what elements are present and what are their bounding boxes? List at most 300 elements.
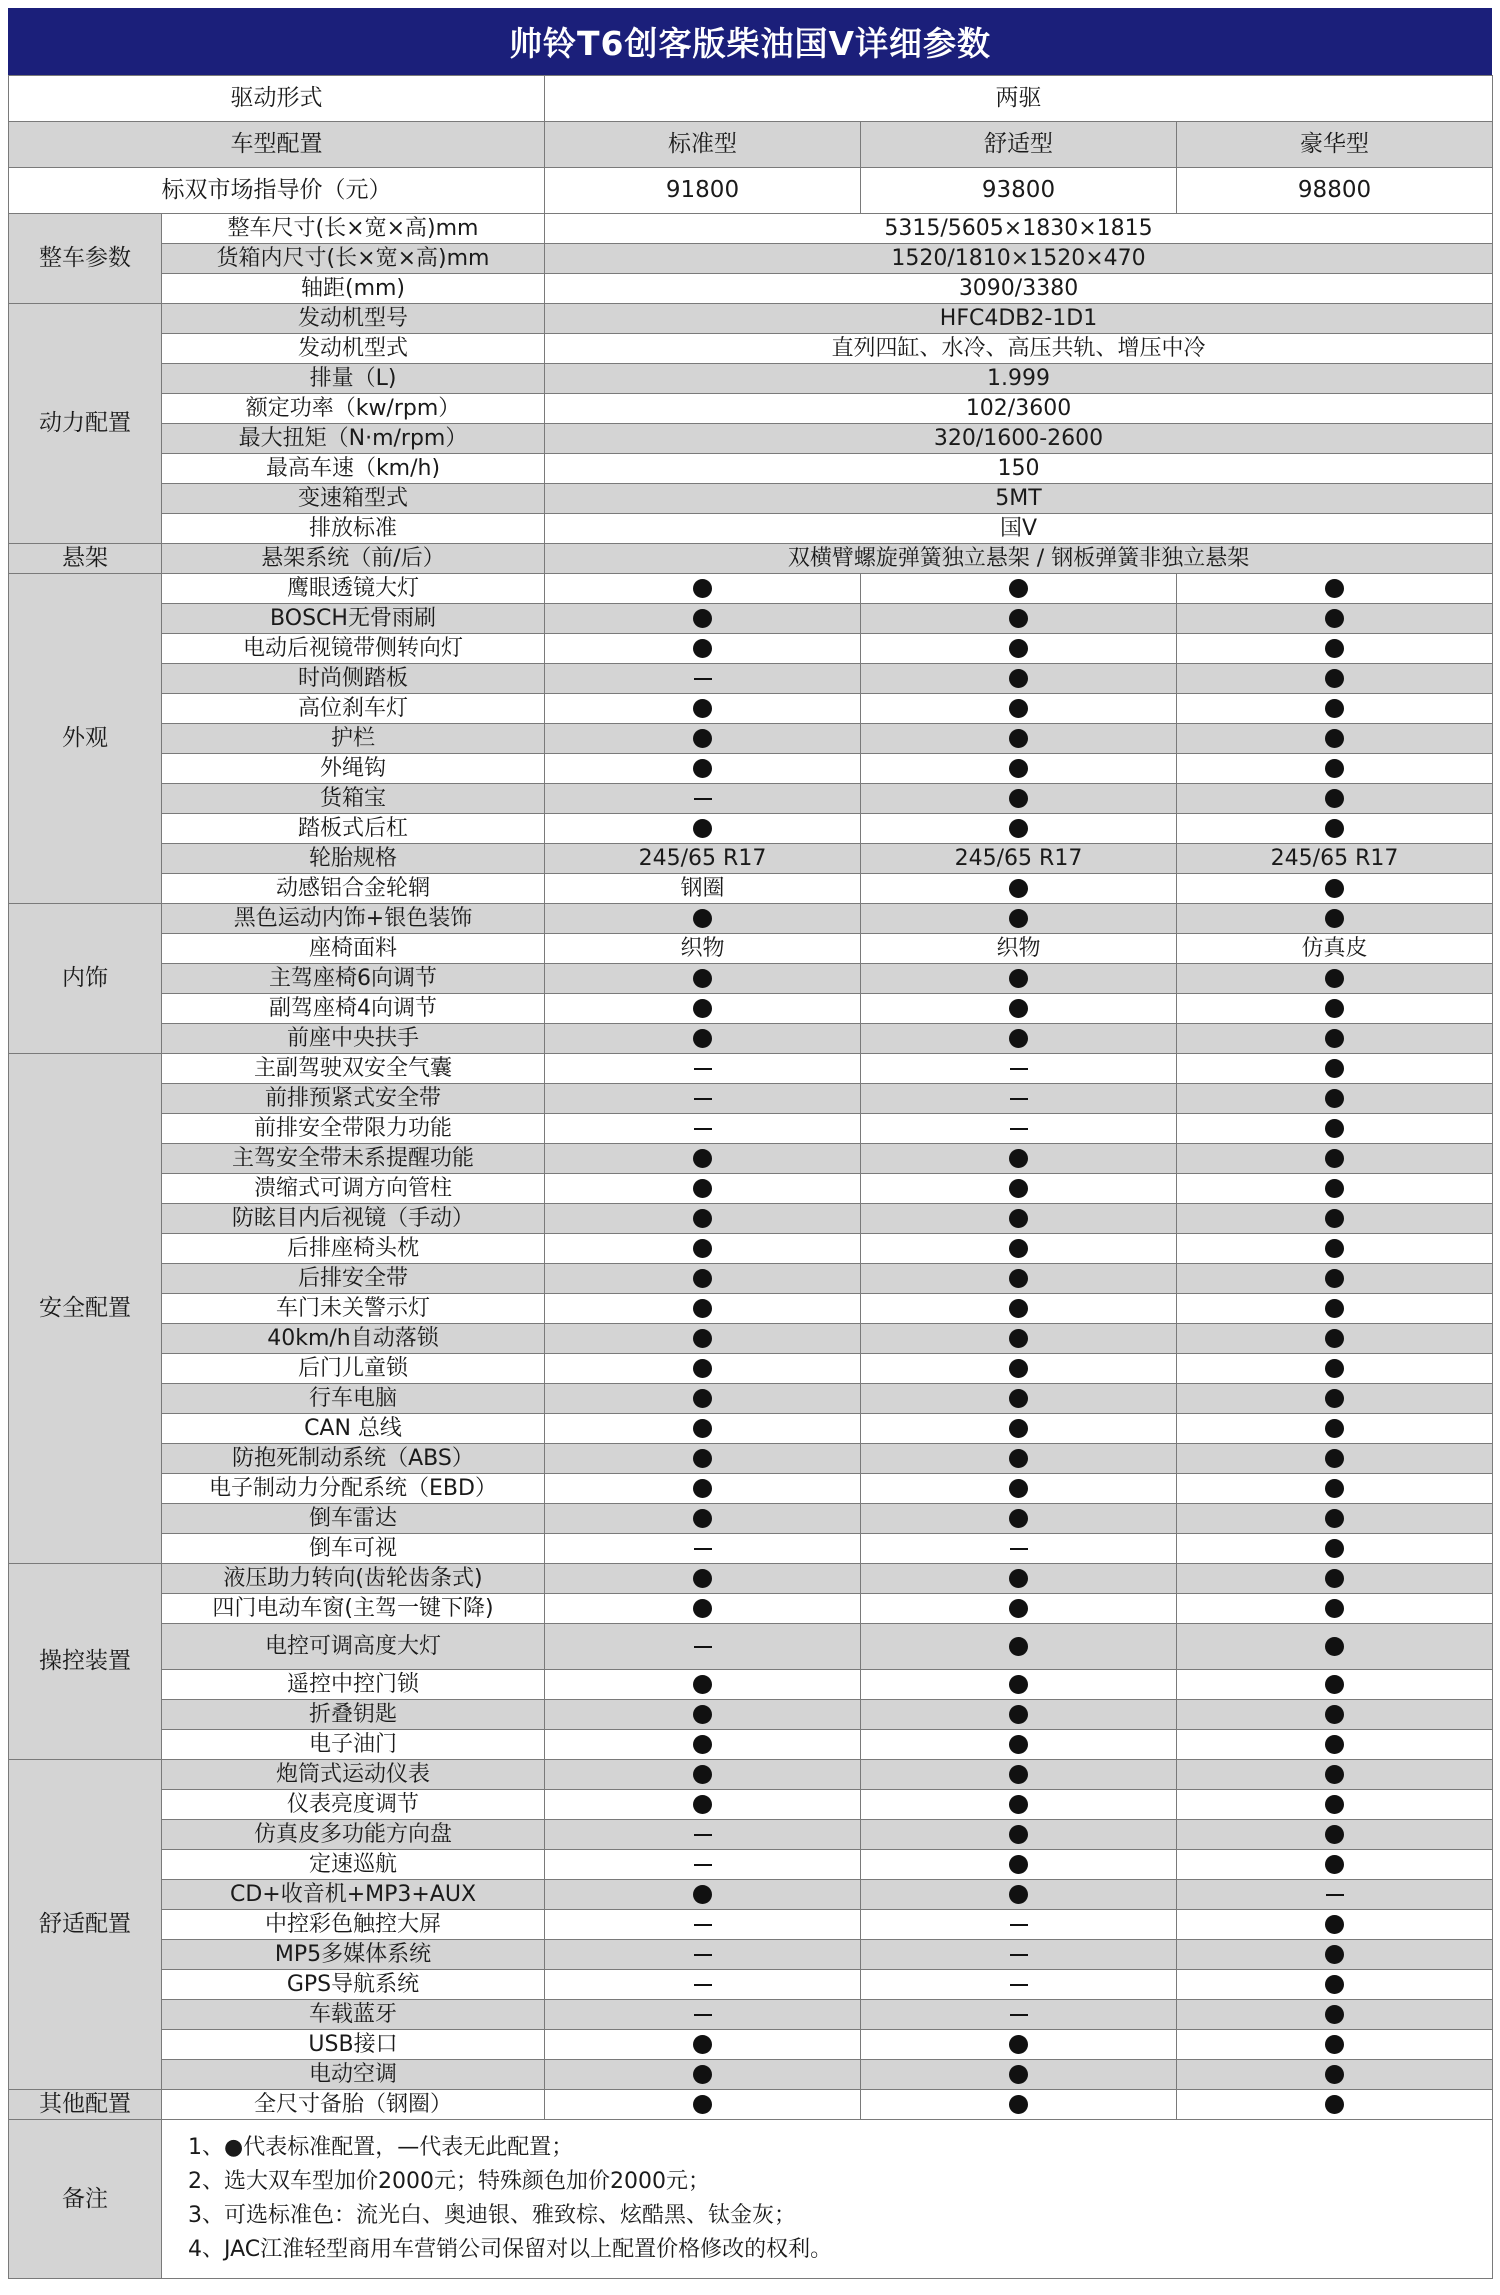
table-row	[9, 514, 1493, 544]
standard-dot-icon	[1009, 609, 1028, 628]
standard-dot-icon	[1009, 1705, 1028, 1724]
row-value: 3090/3380	[545, 274, 1493, 304]
standard-dot-icon	[693, 1239, 712, 1258]
standard-dot-icon	[693, 1765, 712, 1784]
not-available-dash-icon	[1010, 1954, 1028, 1956]
comfort-cell	[861, 1204, 1177, 1234]
row-label: 最高车速（km/h)	[162, 454, 545, 484]
luxury-cell	[1177, 724, 1493, 754]
not-available-dash-icon	[1010, 1548, 1028, 1550]
luxury-cell	[1177, 1564, 1493, 1594]
row-label: 倒车可视	[162, 1534, 545, 1564]
comfort-cell	[861, 2000, 1177, 2030]
standard-dot-icon	[1009, 579, 1028, 598]
luxury-cell	[1177, 904, 1493, 934]
luxury-cell	[1177, 694, 1493, 724]
row-label: 电动后视镜带侧转向灯	[162, 634, 545, 664]
comfort-cell	[861, 1910, 1177, 1940]
comfort-cell	[861, 1970, 1177, 2000]
table-row	[9, 754, 1493, 784]
standard-dot-icon	[693, 1389, 712, 1408]
standard-dot-icon	[1009, 1765, 1028, 1784]
table-row	[9, 424, 1493, 454]
standard-dot-icon	[1009, 1389, 1028, 1408]
standard-cell	[545, 1700, 861, 1730]
standard-dot-icon	[1009, 1419, 1028, 1438]
table-row	[9, 1730, 1493, 1760]
group-label: 内饰	[9, 904, 162, 1054]
standard-dot-icon	[1009, 789, 1028, 808]
standard-dot-icon	[1325, 669, 1344, 688]
row-label: 倒车雷达	[162, 1504, 545, 1534]
row-label: 轴距(mm)	[162, 274, 545, 304]
table-row	[9, 634, 1493, 664]
table-row	[9, 1624, 1493, 1670]
table-row	[9, 1940, 1493, 1970]
standard-dot-icon	[1009, 1885, 1028, 1904]
standard-cell	[545, 1174, 861, 1204]
standard-dot-icon	[693, 1419, 712, 1438]
row-label: 40km/h自动落锁	[162, 1324, 545, 1354]
standard-dot-icon	[1009, 819, 1028, 838]
row-label: 车载蓝牙	[162, 2000, 545, 2030]
standard-dot-icon	[693, 1705, 712, 1724]
luxury-cell	[1177, 754, 1493, 784]
standard-dot-icon	[693, 579, 712, 598]
standard-dot-icon	[1325, 1795, 1344, 1814]
standard-dot-icon	[1009, 1029, 1028, 1048]
comfort-cell	[861, 574, 1177, 604]
row-label: 排放标准	[162, 514, 545, 544]
table-row	[9, 724, 1493, 754]
standard-dot-icon	[1325, 1479, 1344, 1498]
standard-dot-icon	[1009, 1299, 1028, 1318]
comfort-cell	[861, 1504, 1177, 1534]
standard-dot-icon	[1325, 1599, 1344, 1618]
standard-dot-icon	[693, 999, 712, 1018]
table-row	[9, 1850, 1493, 1880]
price-luxury: 98800	[1177, 168, 1493, 214]
luxury-cell	[1177, 1910, 1493, 1940]
row-label: 发动机型号	[162, 304, 545, 334]
drive-label: 驱动形式	[9, 76, 545, 122]
comfort-cell	[861, 1624, 1177, 1670]
comfort-cell	[861, 664, 1177, 694]
standard-cell	[545, 2030, 861, 2060]
table-row	[9, 1384, 1493, 1414]
table-row	[9, 994, 1493, 1024]
row-label: 后门儿童锁	[162, 1354, 545, 1384]
standard-dot-icon	[693, 1029, 712, 1048]
luxury-cell	[1177, 1730, 1493, 1760]
standard-cell	[545, 1414, 861, 1444]
luxury-cell	[1177, 1174, 1493, 1204]
standard-cell	[545, 1624, 861, 1670]
standard-dot-icon	[1325, 1735, 1344, 1754]
comfort-cell	[861, 1084, 1177, 1114]
standard-cell	[545, 1910, 861, 1940]
standard-dot-icon	[1325, 1059, 1344, 1078]
comfort-cell	[861, 1790, 1177, 1820]
comfort-cell	[861, 724, 1177, 754]
row-label: 时尚侧踏板	[162, 664, 545, 694]
row-label: 全尺寸备胎（钢圈）	[162, 2090, 545, 2120]
row-label: 仿真皮多功能方向盘	[162, 1820, 545, 1850]
standard-dot-icon	[1325, 1509, 1344, 1528]
not-available-dash-icon	[1010, 1984, 1028, 1986]
standard-dot-icon	[1325, 1119, 1344, 1138]
standard-dot-icon	[693, 1795, 712, 1814]
standard-dot-icon	[1009, 1209, 1028, 1228]
table-row	[9, 454, 1493, 484]
standard-dot-icon	[693, 759, 712, 778]
standard-cell	[545, 1970, 861, 2000]
luxury-cell: 245/65 R17	[1177, 844, 1493, 874]
comfort-cell	[861, 604, 1177, 634]
standard-cell	[545, 1264, 861, 1294]
comfort-cell	[861, 994, 1177, 1024]
luxury-cell	[1177, 634, 1493, 664]
notes-content	[162, 2120, 1493, 2279]
table-row	[9, 934, 1493, 964]
luxury-cell	[1177, 2030, 1493, 2060]
luxury-cell	[1177, 874, 1493, 904]
standard-cell	[545, 1084, 861, 1114]
standard-dot-icon	[693, 2065, 712, 2084]
row-value: 150	[545, 454, 1493, 484]
standard-cell	[545, 784, 861, 814]
standard-dot-icon	[1009, 2065, 1028, 2084]
standard-dot-icon	[693, 1479, 712, 1498]
group-label: 操控装置	[9, 1564, 162, 1760]
row-value: 国V	[545, 514, 1493, 544]
comfort-cell	[861, 1760, 1177, 1790]
standard-dot-icon	[1009, 2095, 1028, 2114]
table-row	[9, 1264, 1493, 1294]
standard-dot-icon	[1325, 579, 1344, 598]
luxury-cell	[1177, 1760, 1493, 1790]
row-label: 液压助力转向(齿轮齿条式)	[162, 1564, 545, 1594]
standard-dot-icon	[1009, 1675, 1028, 1694]
standard-dot-icon	[693, 1569, 712, 1588]
table-row	[9, 1204, 1493, 1234]
table-row	[9, 2030, 1493, 2060]
comfort-cell: 织物	[861, 934, 1177, 964]
standard-dot-icon	[1325, 999, 1344, 1018]
standard-cell	[545, 1024, 861, 1054]
row-label: 后排安全带	[162, 1264, 545, 1294]
standard-dot-icon	[693, 969, 712, 988]
row-label: 防眩目内后视镜（手动）	[162, 1204, 545, 1234]
standard-dot-icon	[1325, 1419, 1344, 1438]
standard-dot-icon	[1325, 1209, 1344, 1228]
not-available-dash-icon	[1010, 1098, 1028, 1100]
standard-dot-icon	[693, 1269, 712, 1288]
table-row	[9, 2000, 1493, 2030]
standard-cell	[545, 1294, 861, 1324]
row-label: 遥控中控门锁	[162, 1670, 545, 1700]
standard-dot-icon	[1325, 1825, 1344, 1844]
row-label: 护栏	[162, 724, 545, 754]
standard-dot-icon	[1009, 1179, 1028, 1198]
comfort-cell	[861, 1564, 1177, 1594]
notes-label: 备注	[9, 2120, 162, 2279]
comfort-cell	[861, 1594, 1177, 1624]
standard-dot-icon	[1009, 1479, 1028, 1498]
standard-dot-icon	[1009, 1359, 1028, 1378]
drive-row	[9, 76, 1493, 122]
note-line: 4、JAC江淮轻型商用车营销公司保留对以上配置价格修改的权利。	[188, 2237, 833, 2262]
standard-cell	[545, 604, 861, 634]
standard-dot-icon	[693, 1735, 712, 1754]
row-label: MP5多媒体系统	[162, 1940, 545, 1970]
luxury-cell	[1177, 1444, 1493, 1474]
not-available-dash-icon	[694, 2014, 712, 2016]
luxury-cell	[1177, 1384, 1493, 1414]
group-label: 其他配置	[9, 2090, 162, 2120]
row-value: 5MT	[545, 484, 1493, 514]
table-row	[9, 1594, 1493, 1624]
table-row	[9, 1670, 1493, 1700]
row-label: 轮胎规格	[162, 844, 545, 874]
row-label: 电子制动力分配系统（EBD）	[162, 1474, 545, 1504]
standard-dot-icon	[1325, 1149, 1344, 1168]
row-label: 最大扭矩（N·m/rpm）	[162, 424, 545, 454]
row-value: 320/1600-2600	[545, 424, 1493, 454]
table-row	[9, 334, 1493, 364]
luxury-cell	[1177, 2000, 1493, 2030]
luxury-cell	[1177, 1024, 1493, 1054]
luxury-cell	[1177, 1594, 1493, 1624]
standard-dot-icon	[693, 1149, 712, 1168]
luxury-cell	[1177, 2060, 1493, 2090]
row-label: 电子油门	[162, 1730, 545, 1760]
luxury-cell	[1177, 1354, 1493, 1384]
standard-dot-icon	[1325, 1975, 1344, 1994]
row-label: 仪表亮度调节	[162, 1790, 545, 1820]
row-label: 电动空调	[162, 2060, 545, 2090]
row-label: 定速巡航	[162, 1850, 545, 1880]
row-label: CD+收音机+MP3+AUX	[162, 1880, 545, 1910]
luxury-cell	[1177, 574, 1493, 604]
model-comfort: 舒适型	[861, 122, 1177, 168]
standard-dot-icon	[1325, 2065, 1344, 2084]
table-row	[9, 1294, 1493, 1324]
not-available-dash-icon	[694, 1646, 712, 1648]
table-row	[9, 844, 1493, 874]
row-label: 外绳钩	[162, 754, 545, 784]
comfort-cell	[861, 1384, 1177, 1414]
comfort-cell	[861, 964, 1177, 994]
table-row	[9, 394, 1493, 424]
comfort-cell	[861, 1324, 1177, 1354]
standard-dot-icon	[1009, 1795, 1028, 1814]
comfort-cell	[861, 754, 1177, 784]
standard-dot-icon	[1009, 1269, 1028, 1288]
table-row	[9, 2060, 1493, 2090]
standard-cell	[545, 1820, 861, 1850]
table-row	[9, 1564, 1493, 1594]
luxury-cell	[1177, 1234, 1493, 1264]
drive-value: 两驱	[545, 76, 1493, 122]
not-available-dash-icon	[694, 1098, 712, 1100]
standard-dot-icon	[1009, 1239, 1028, 1258]
comfort-cell	[861, 694, 1177, 724]
note-line: 1、●代表标准配置，—代表无此配置；	[188, 2135, 574, 2160]
luxury-cell	[1177, 1504, 1493, 1534]
standard-dot-icon	[693, 909, 712, 928]
not-available-dash-icon	[694, 678, 712, 680]
standard-dot-icon	[693, 729, 712, 748]
comfort-cell	[861, 1294, 1177, 1324]
row-label: 四门电动车窗(主驾一键下降)	[162, 1594, 545, 1624]
comfort-cell	[861, 1700, 1177, 1730]
row-label: CAN 总线	[162, 1414, 545, 1444]
row-label: 行车电脑	[162, 1384, 545, 1414]
table-row	[9, 1534, 1493, 1564]
standard-cell	[545, 2090, 861, 2120]
price-comfort: 93800	[861, 168, 1177, 214]
table-row	[9, 1354, 1493, 1384]
standard-cell	[545, 1760, 861, 1790]
standard-dot-icon	[1325, 1569, 1344, 1588]
standard-cell	[545, 634, 861, 664]
table-row	[9, 1444, 1493, 1474]
table-row	[9, 574, 1493, 604]
not-available-dash-icon	[694, 798, 712, 800]
group-label: 悬架	[9, 544, 162, 574]
row-label: 中控彩色触控大屏	[162, 1910, 545, 1940]
luxury-cell	[1177, 1534, 1493, 1564]
row-label: 货箱内尺寸(长×宽×高)mm	[162, 244, 545, 274]
row-label: USB接口	[162, 2030, 545, 2060]
standard-cell: 钢圈	[545, 874, 861, 904]
price-row	[9, 168, 1493, 214]
row-label: GPS导航系统	[162, 1970, 545, 2000]
standard-dot-icon	[1325, 1915, 1344, 1934]
standard-cell	[545, 2000, 861, 2030]
standard-dot-icon	[1325, 909, 1344, 928]
standard-cell	[545, 754, 861, 784]
standard-cell	[545, 1234, 861, 1264]
not-available-dash-icon	[1010, 1068, 1028, 1070]
standard-cell	[545, 1594, 861, 1624]
table-row	[9, 1760, 1493, 1790]
standard-dot-icon	[693, 1329, 712, 1348]
standard-dot-icon	[1325, 1179, 1344, 1198]
luxury-cell	[1177, 964, 1493, 994]
luxury-cell	[1177, 1054, 1493, 1084]
luxury-cell	[1177, 1414, 1493, 1444]
table-row	[9, 1324, 1493, 1354]
standard-dot-icon	[693, 1599, 712, 1618]
standard-cell	[545, 1504, 861, 1534]
standard-dot-icon	[1009, 969, 1028, 988]
standard-dot-icon	[1325, 2035, 1344, 2054]
comfort-cell	[861, 634, 1177, 664]
row-label: 悬架系统（前/后）	[162, 544, 545, 574]
comfort-cell	[861, 1534, 1177, 1564]
standard-cell	[545, 904, 861, 934]
standard-dot-icon	[693, 1449, 712, 1468]
not-available-dash-icon	[694, 1128, 712, 1130]
standard-cell	[545, 1474, 861, 1504]
comfort-cell	[861, 1234, 1177, 1264]
standard-cell	[545, 1564, 861, 1594]
row-label: 发动机型式	[162, 334, 545, 364]
standard-cell	[545, 1730, 861, 1760]
luxury-cell	[1177, 1820, 1493, 1850]
standard-dot-icon	[1325, 1299, 1344, 1318]
luxury-cell	[1177, 1144, 1493, 1174]
comfort-cell	[861, 1114, 1177, 1144]
table-row	[9, 484, 1493, 514]
group-label: 整车参数	[9, 214, 162, 304]
standard-dot-icon	[1009, 1569, 1028, 1588]
standard-cell	[545, 1384, 861, 1414]
standard-dot-icon	[693, 609, 712, 628]
standard-dot-icon	[1325, 1269, 1344, 1288]
comfort-cell	[861, 1444, 1177, 1474]
table-row	[9, 814, 1493, 844]
standard-dot-icon	[1325, 879, 1344, 898]
standard-dot-icon	[1009, 759, 1028, 778]
row-label: 后排座椅头枕	[162, 1234, 545, 1264]
row-label: 踏板式后杠	[162, 814, 545, 844]
comfort-cell: 245/65 R17	[861, 844, 1177, 874]
comfort-cell	[861, 1474, 1177, 1504]
luxury-cell	[1177, 1970, 1493, 2000]
row-label: 前座中央扶手	[162, 1024, 545, 1054]
row-label: 溃缩式可调方向管柱	[162, 1174, 545, 1204]
standard-dot-icon	[1009, 1855, 1028, 1874]
standard-cell	[545, 994, 861, 1024]
table-row	[9, 214, 1493, 244]
table-row	[9, 544, 1493, 574]
comfort-cell	[861, 1054, 1177, 1084]
standard-dot-icon	[693, 639, 712, 658]
comfort-cell	[861, 1414, 1177, 1444]
row-label: 黑色运动内饰+银色装饰	[162, 904, 545, 934]
table-row	[9, 694, 1493, 724]
not-available-dash-icon	[694, 1548, 712, 1550]
standard-dot-icon	[1325, 1239, 1344, 1258]
standard-dot-icon	[1325, 1389, 1344, 1408]
luxury-cell	[1177, 994, 1493, 1024]
table-row	[9, 1054, 1493, 1084]
standard-cell	[545, 1940, 861, 1970]
row-label: 整车尺寸(长×宽×高)mm	[162, 214, 545, 244]
standard-dot-icon	[693, 1359, 712, 1378]
table-row	[9, 1024, 1493, 1054]
standard-cell	[545, 1534, 861, 1564]
row-label: 折叠钥匙	[162, 1700, 545, 1730]
luxury-cell	[1177, 1294, 1493, 1324]
not-available-dash-icon	[1010, 2014, 1028, 2016]
luxury-cell	[1177, 1204, 1493, 1234]
comfort-cell	[861, 814, 1177, 844]
table-row	[9, 1114, 1493, 1144]
standard-cell	[545, 1850, 861, 1880]
standard-dot-icon	[1325, 819, 1344, 838]
not-available-dash-icon	[694, 1984, 712, 1986]
luxury-cell	[1177, 1790, 1493, 1820]
table-row	[9, 874, 1493, 904]
row-value: 102/3600	[545, 394, 1493, 424]
table-row	[9, 1474, 1493, 1504]
group-label: 舒适配置	[9, 1760, 162, 2090]
row-value: HFC4DB2-1D1	[545, 304, 1493, 334]
